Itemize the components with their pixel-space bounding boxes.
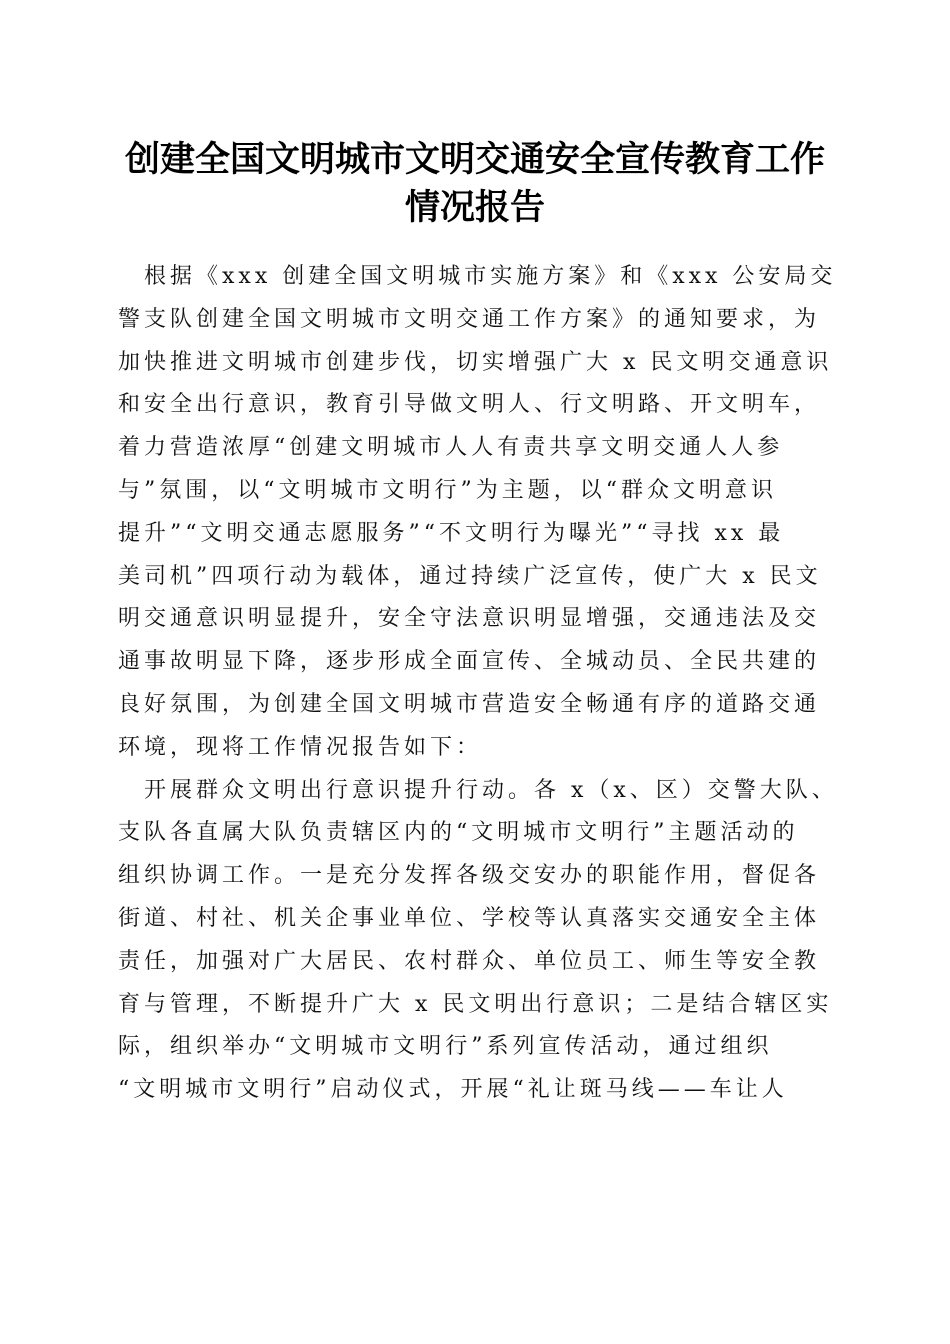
text-line: 提升”“文明交通志愿服务”“不文明行为曝光”“寻找 xx 最 xyxy=(118,520,785,546)
text-line: 际，组织举办“文明城市文明行”系列宣传活动，通过组织 xyxy=(118,1034,773,1060)
text-line: 与”氛围，以“文明城市文明行”为主题，以“群众文明意识 xyxy=(118,477,777,503)
title-line: 情况报告 xyxy=(404,187,545,228)
paragraph-action xyxy=(118,770,838,1112)
document-title xyxy=(100,136,850,232)
title-line: 创建全国文明城市文明交通安全宣传教育工作 xyxy=(124,139,825,180)
text-line: 育与管理，不断提升广大 x 民文明出行意识；二是结合辖区实 xyxy=(118,991,833,1017)
text-line: 责任，加强对广大居民、农村群众、单位员工、师生等安全教 xyxy=(118,948,821,974)
text-line: 加快推进文明城市创建步伐，切实增强广大 x 民文明交通意识 xyxy=(118,349,833,375)
text-line: “文明城市文明行”启动仪式，开展“礼让斑马线——车让人 xyxy=(118,1077,788,1103)
text-line: 美司机”四项行动为载体，通过持续广泛宣传，使广大 x 民文 xyxy=(118,563,822,589)
text-line: 根据《xxx 创建全国文明城市实施方案》和《xxx 公安局交 xyxy=(118,264,837,289)
text-line: 通事故明显下降，逐步形成全面宣传、全城动员、全民共建的 xyxy=(118,649,821,675)
text-line: 警支队创建全国文明城市文明交通工作方案》的通知要求，为 xyxy=(118,306,821,332)
text-line: 组织协调工作。一是充分发挥各级交安办的职能作用，督促各 xyxy=(118,863,821,889)
text-line: 明交通意识明显提升，安全守法意识明显增强，交通违法及交 xyxy=(118,606,821,632)
text-line: 和安全出行意识，教育引导做文明人、行文明路、开文明车， xyxy=(118,392,821,418)
text-line: 良好氛围，为创建全国文明城市营造安全畅通有序的道路交通 xyxy=(118,691,821,717)
text-line: 支队各直属大队负责辖区内的“文明城市文明行”主题活动的 xyxy=(118,820,799,846)
document-body xyxy=(118,256,838,1112)
text-line: 环境，现将工作情况报告如下： xyxy=(118,734,483,760)
paragraph-intro xyxy=(118,256,837,770)
text-line: 街道、村社、机关企事业单位、学校等认真落实交通安全主体 xyxy=(118,905,821,931)
text-line: 着力营造浓厚“创建文明城市人人有责共享文明交通人人参 xyxy=(118,435,784,461)
text-line: 开展群众文明出行意识提升行动。各 x（x、区）交警大队、 xyxy=(118,777,838,803)
